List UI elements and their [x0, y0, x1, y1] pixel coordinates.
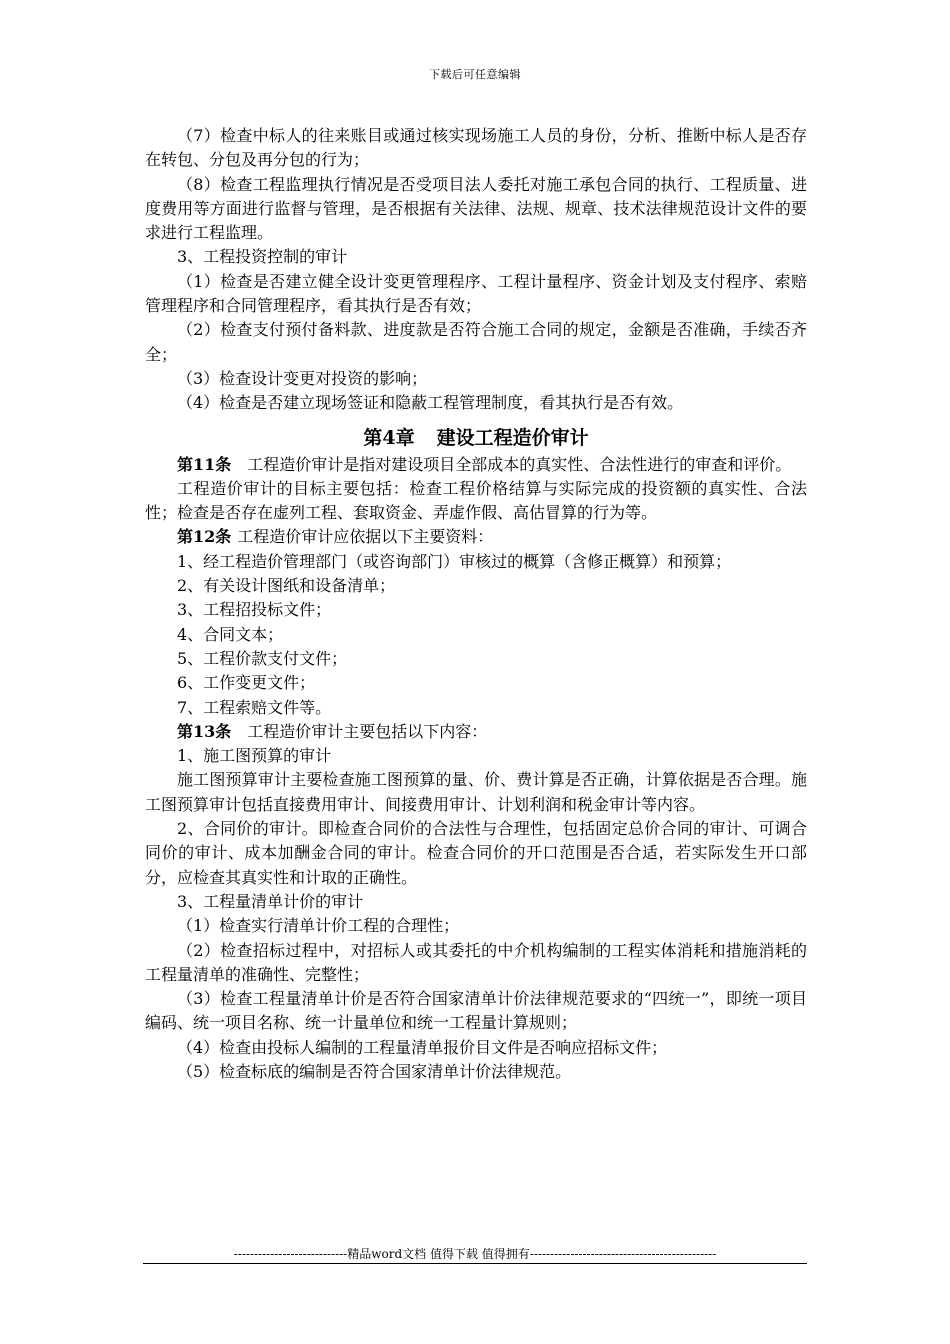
- paragraph: 工程造价审计的目标主要包括：检查工程价格结算与实际完成的投资额的真实性、合法性；检查是否存在虚列工程、套取资金、弄虚作假、高估冒算的行为等。: [145, 478, 807, 523]
- list-item: （1）检查实行清单计价工程的合理性；: [177, 916, 460, 936]
- list-item: 5、工程价款支付文件；: [177, 648, 348, 668]
- document-body: [145, 124, 807, 1084]
- paragraph: （8）检查工程监理执行情况是否受项目法人委托对施工承包合同的执行、工程质量、进度费用等方面进行监督与管理，是否根据有关法律、法规、规章、技术法律规范设计文件的要求进行工程监理。: [145, 174, 807, 243]
- paragraph: （3）检查设计变更对投资的影响；: [177, 368, 428, 388]
- chapter-title: 建设工程造价审计: [436, 426, 589, 449]
- list-item: （3）检查工程量清单计价是否符合国家清单计价法律规范要求的“四统一”，即统一项目编码、统一项目名称、统一计量单位和统一工程量计算规则；: [145, 989, 807, 1033]
- paragraph: 2、合同价的审计。即检查合同价的合法性与合理性，包括固定总价合同的审计、可调合同价的审计、成本加酬金合同的审计。检查合同价的开口范围是否合适，若实际发生开口部分，应检查其真实性和计取的正确性。: [145, 819, 807, 887]
- article-12: [145, 525, 807, 549]
- list-item: （5）检查标底的编制是否符合国家清单计价法律规范。: [177, 1061, 572, 1081]
- chapter-number: 第4章: [363, 426, 415, 449]
- paragraph: （2）检查支付预付备料款、进度款是否符合施工合同的规定，金额是否准确，手续否齐全；: [145, 320, 807, 364]
- list-item: 6、工作变更文件；: [177, 673, 316, 693]
- section-heading: 3、工程投资控制的审计: [177, 247, 348, 267]
- list-item: 2、有关设计图纸和设备清单；: [177, 576, 396, 596]
- list-item: 3、工程招投标文件；: [177, 600, 332, 620]
- article-text: 工程造价审计主要包括以下内容：: [247, 721, 488, 741]
- page-footer: ----------------------------精品word文档 值得下载 值得拥有----------------------------------------------: [233, 1247, 717, 1261]
- list-item: （2）检查招标过程中，对招标人或其委托的中介机构编制的工程实体消耗和措施消耗的工程量清单的准确性、完整性；: [145, 940, 807, 984]
- list-item: （4）检查由投标人编制的工程量清单报价目文件是否响应招标文件；: [177, 1037, 668, 1057]
- paragraph: （1）检查是否建立健全设计变更管理程序、工程计量程序、资金计划及支付程序、索赔管理程序和合同管理程序，看其执行是否有效；: [145, 271, 807, 316]
- article-11: [145, 453, 807, 477]
- page-header: 下载后可任意编辑: [429, 68, 521, 81]
- chapter-heading: [145, 426, 807, 450]
- article-text: 工程造价审计是指对建设项目全部成本的真实性、合法性进行的审查和评价。: [247, 454, 792, 474]
- section-heading: 3、工程量清单计价的审计: [177, 891, 364, 911]
- paragraph: （4）检查是否建立现场签证和隐蔽工程管理制度，看其执行是否有效。: [177, 393, 684, 413]
- paragraph: （7）检查中标人的往来账目或通过核实现场施工人员的身份，分析、推断中标人是否存在转包、分包及再分包的行为；: [145, 126, 807, 170]
- paragraph: 施工图预算审计主要检查施工图预算的量、价、费计算是否正确，计算依据是否合理。施工图预算审计包括直接费用审计、间接费用审计、计划利润和税金审计等内容。: [145, 770, 807, 814]
- section-heading: 1、施工图预算的审计: [177, 746, 332, 766]
- article-label: 第12条: [177, 527, 232, 547]
- article-label: 第11条: [177, 454, 232, 474]
- list-item: 4、合同文本；: [177, 624, 284, 644]
- list-item: 7、工程索赔文件等。: [177, 697, 332, 717]
- article-text: 工程造价审计应依据以下主要资料：: [237, 527, 494, 547]
- list-item: 1、经工程造价管理部门（或咨询部门）审核过的概算（含修正概算）和预算；: [177, 551, 732, 571]
- footer-divider: [143, 1263, 807, 1264]
- article-label: 第13条: [177, 721, 232, 741]
- article-13: [145, 720, 807, 744]
